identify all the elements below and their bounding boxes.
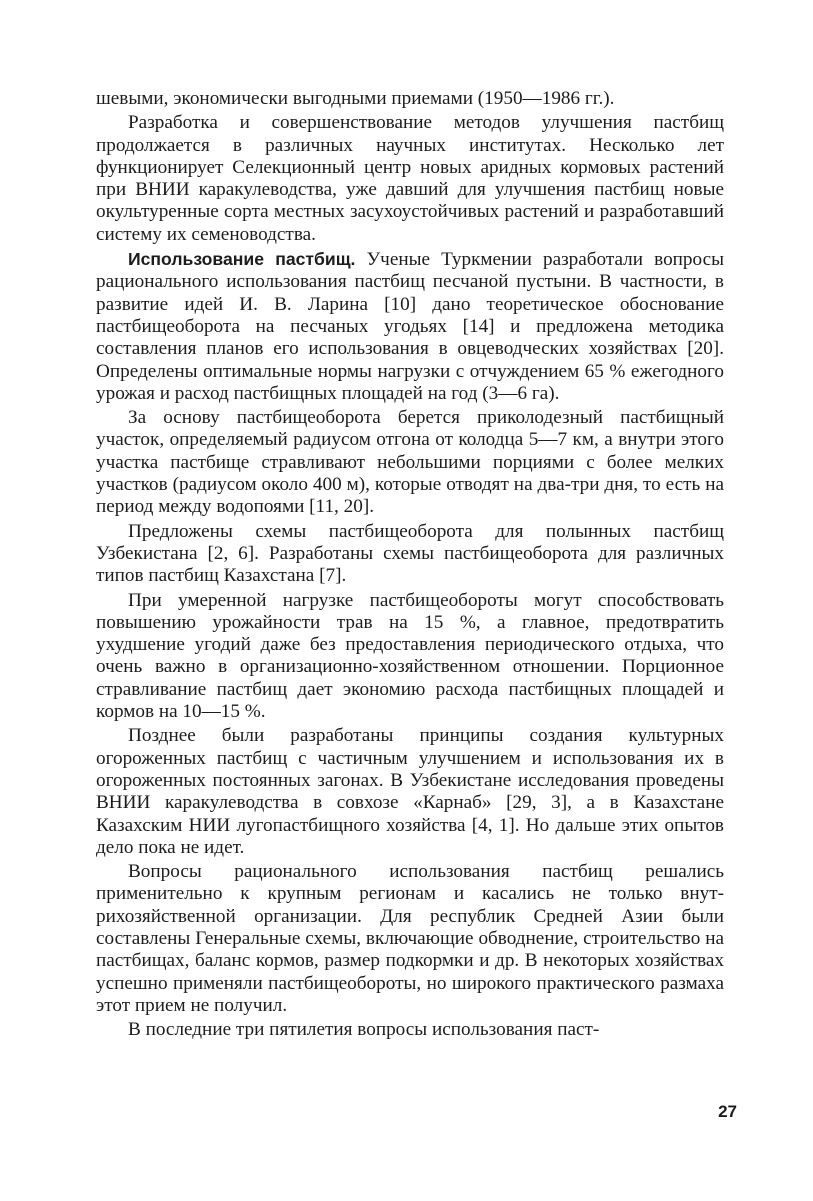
page-body	[96, 88, 724, 1148]
paragraph-moderate-load: При умеренной нагрузке пастбищеобороты могут способствовать повышению урожайности трав на 15 %, а главное, предотвратить ухудшение угодий даже без предоставления периодического отдыха, что очень важно в организационно-хозяйственном отношении. Порционное стравливание пастбищ дает экономию расхода пастбищных площадей и кормов на 10—15 %.	[96, 589, 724, 723]
paragraph-pasture-use	[96, 248, 724, 405]
paragraph-rotation-schemes: Предложены схемы пастбищеоборота для полынных пастбищ Узбекистана [2, 6]. Разработаны схемы пастбищеоборота для различных типов пастбищ Казахстана [7].	[96, 520, 724, 587]
paragraph-continuation: шевыми, экономически выгодными приемами (1950—1986 гг.).	[96, 88, 615, 109]
paragraph-pasture-improvement: Разработка и совершенствование методов улучшения пастбищ продолжается в различных научных институтах. Несколько лет функционирует Селекционный центр новых аридных кормовых растений при ВНИИ каракулеводства, уже давший для улучшения пастбищ новые окультуренные сорта местных засухоустойчивых растений и разработавший систему их семеноводства.	[96, 112, 724, 245]
run-in-heading: Использование пастбищ.	[128, 249, 356, 270]
paragraph-pasture-use-text: Ученые Туркмении разработали вопросы рационального использования пастбищ песчаной пустыни. В частности, в развитие идей И. В. Ларина [10] дано теоретическое обоснование пастбищеоборота на песчаных угодьях [14] и предложена методика составления планов его использования в овцеводческих хозяйствах [20]. Определены оптимальные нормы нагрузки с отчуждением 65 % ежегодного урожая и расход пастбищных площадей на год (3—6 га).	[96, 249, 725, 404]
paragraph-rotation-basis: За основу пастбищеоборота берется приколодезный пастбищный участок, определяемый радиусом отгона от колодца 5—7 км, а внутри этого участка пастбище стравливают небольшими порциями с более мелких участков (радиусом около 400 м), которые отводят на два-три дня, то есть на период между водопоями [11, 20].	[96, 407, 724, 518]
paragraph-fenced-pastures: Позднее были разработаны принципы создания культурных огороженных пастбищ с частичным улучшением и использования их в огороженных постоянных загонах. В Узбекистане исследования проведены ВНИИ каракулеводства в совхозе «Карнаб» [29, 3], а в Казахстане Казахским НИИ лугопастбищного хозяйства [4, 1]. Но дальше этих опытов дело пока не идет.	[96, 725, 724, 858]
paragraph-regional-use: Вопросы рационального использования пастбищ решались применительно к крупным регионам и касались не только внутрихозяйственной организации. Для республик Средней Азии были составлены Генеральные схемы, включающие обводнение, строительство на пастбищах, баланс кормов, размер подкормки и др. В некоторых хозяйствах успешно применяли пастбищеобороты, но широкого практического размаха этот прием не получил.	[96, 861, 724, 1016]
page-number: 27	[718, 1102, 737, 1121]
paragraph-last-five-year-plans: В последние три пятилетия вопросы использования паст-	[128, 1019, 600, 1041]
